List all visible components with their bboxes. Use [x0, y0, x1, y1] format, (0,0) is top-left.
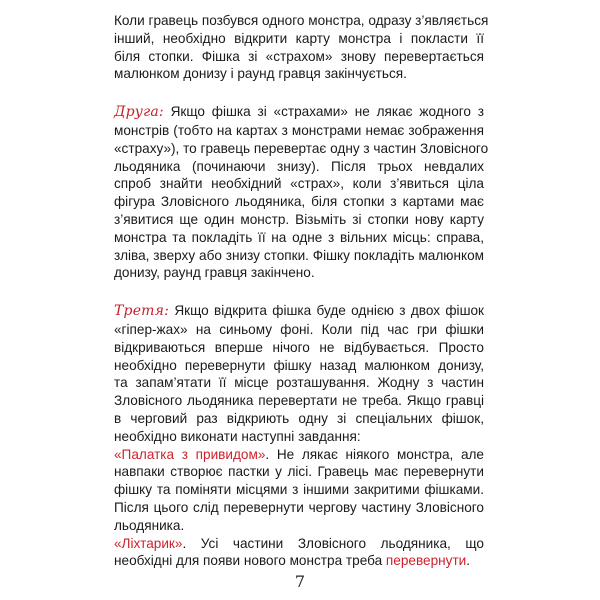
text-line: фігура Зловісного льодяника, біля стопки з картами має: [114, 194, 484, 210]
text-line: [114, 552, 484, 570]
page-content: [114, 12, 489, 590]
highlighted-word: перевернути: [385, 553, 467, 569]
text-line: в черговий раз відкриють одну зі спеціальних фішок,: [114, 410, 484, 426]
text-line: льодяника (починаючи знизу). Після трьох невдалих: [114, 158, 484, 174]
paragraph-third: [114, 302, 484, 570]
text-line: [114, 446, 484, 464]
section-heading-second: Друга:: [114, 104, 164, 121]
text-line: необхідно перевернути фішку назад малюнком донизу,: [114, 357, 484, 373]
text-line: спроб знайти необхідний «страх», коли з’явиться ціла: [114, 176, 484, 192]
text-line: та запам’ятати її місце розташування. Жодну з частин: [114, 375, 484, 391]
text-line: «страху»), то гравець перевертає одну з частин Зловісного: [114, 140, 489, 156]
text-line: льодяника.: [114, 517, 185, 533]
text-line: необхідно виконати наступні завдання:: [114, 428, 361, 444]
special-token-label-tent: «Палатка з привидом»: [114, 446, 266, 462]
text-line: відкриваються вперше нічого не відбувається. Просто: [114, 339, 484, 355]
paragraph-intro: [114, 12, 489, 83]
text-line: Зловісного льодяника перевертати не треба. Якщо гравці: [114, 393, 484, 409]
text-line: фішку та поміняти місцями з іншими закритими фішками.: [114, 482, 484, 498]
text-line: інший, необхідно відкрити карту монстра і покласти її: [114, 30, 484, 46]
text-line: малюнком донизу і раунд гравця закінчується.: [114, 66, 407, 82]
text-fragment: необхідні для появи нового монстра треба: [114, 553, 386, 569]
text-line: донизу, раунд гравця закінчено.: [114, 265, 315, 281]
text-fragment: . Усі частини Зловісного льодяника, що: [182, 535, 484, 551]
section-heading-third: Третя:: [114, 303, 170, 320]
text-fragment: .: [466, 553, 471, 569]
text-line: навпаки створює пастки у лісі. Гравець має перевернути: [114, 464, 484, 480]
text-line: з’явитися ще один монстр. Візьміть зі стопки нову карту: [114, 211, 484, 227]
text-line: Після цього слід перевернути чергову частину Зловісного: [114, 499, 484, 515]
text-line: монстра та покладіть її на одне з вільних місць: справа,: [114, 229, 484, 245]
text-fragment: Якщо відкрита фішка буде однією з двох фішок: [169, 303, 484, 319]
text-line: «гіпер-жах» на синьому фоні. Коли під час гри фішки: [114, 321, 484, 337]
text-fragment: . Не лякає ніякого монстра, але: [265, 446, 484, 462]
text-line: біля стопки. Фішка зі «страхом» знову перевертається: [114, 48, 484, 64]
paragraph-second: [114, 103, 489, 282]
text-line: [114, 103, 484, 122]
text-fragment: Якщо фішка зі «страхами» не лякає жодного з: [163, 104, 484, 120]
text-line: [114, 535, 484, 553]
page-number: 7: [294, 572, 306, 591]
text-line: Коли гравець позбувся одного монстра, одразу з’являється: [114, 13, 489, 28]
text-line: зліва, зверху або знизу стопки. Фішку покладіть малюнком: [114, 247, 484, 263]
text-line: монстрів (тобто на картах з монстрами немає зображення: [114, 122, 484, 138]
special-token-label-flashlight: «Ліхтарик»: [114, 535, 183, 551]
text-line: [114, 302, 484, 321]
